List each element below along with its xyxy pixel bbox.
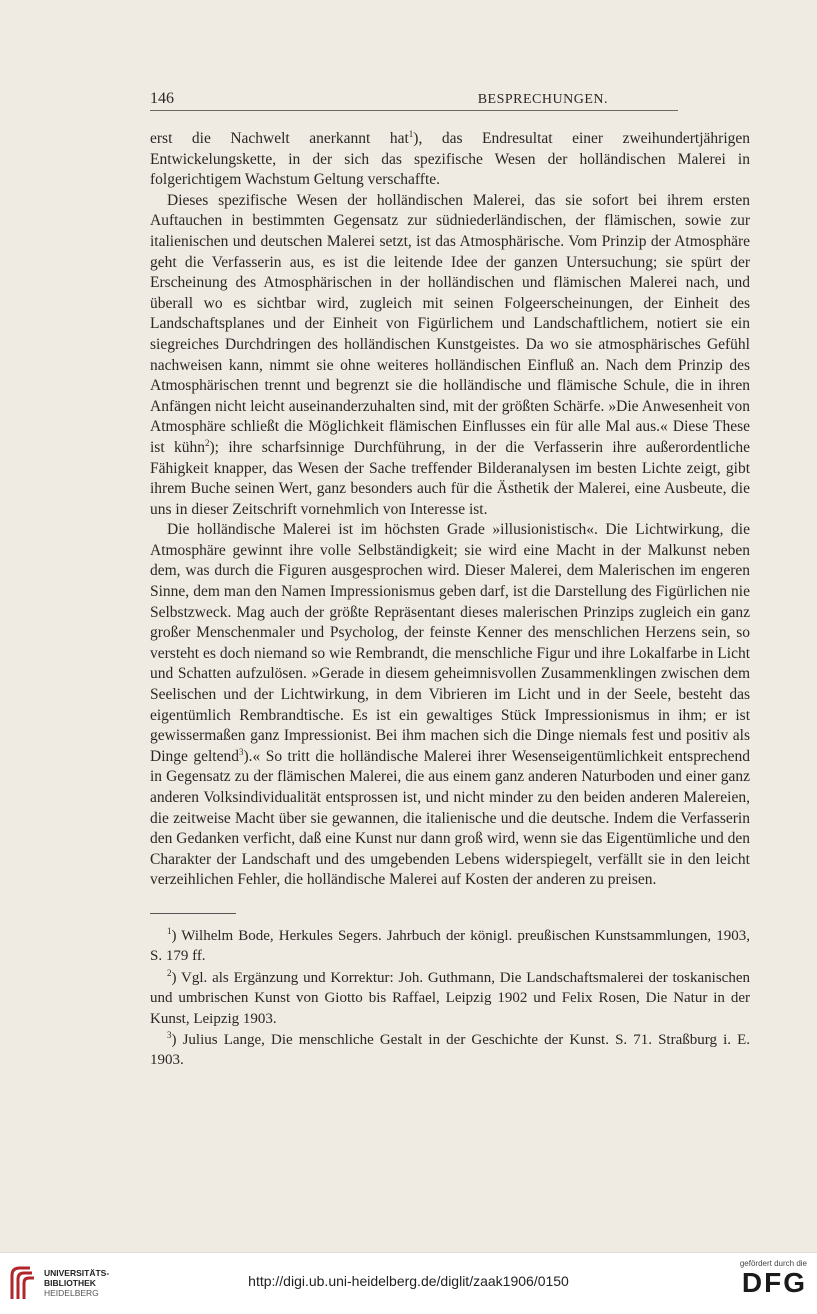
page-number: 146	[150, 90, 174, 107]
footnote-ref-1: 1	[408, 128, 414, 139]
footnote-divider	[150, 913, 236, 914]
page-content	[150, 90, 750, 1072]
body-text	[150, 129, 750, 891]
footnotes	[150, 926, 750, 1071]
permalink-url[interactable]: http://digi.ub.uni-heidelberg.de/diglit/zaak1906/0150	[248, 1273, 569, 1289]
footnote-3: $^3$) Julius Lange, Die menschliche Gestalt in der Geschichte der Kunst. S. 71. Straßburg i. E. 1903.	[150, 1030, 750, 1069]
page-header	[150, 90, 678, 111]
logo-line-3: HEIDELBERG	[44, 1288, 99, 1298]
dfg-logo[interactable]	[740, 1259, 807, 1298]
paragraph-2: Dieses spezifische Wesen der holländischen Malerei, das sie sofort bei ihrem ersten Auftauchen in bestimmten Gegensatz zur südniederländischen, der flämischen, sowie zur italienischen und deutschen Malerei setzt, ist das Atmosphärische. Vom Prinzip der Atmosphäre geht die Verfasserin aus, es ist die leitende Idee der ganzen Untersuchung; sie spürt der Erscheinung des Atmosphärischen in der holländischen und flämischen Malerei nach, und überall wo es sichtbar wird, zugleich mit seinen Folgeerscheinungen, der Einheit des Landschaftsplanes und der Einheit von Figürlichem und Landschaftlichem, notiert sie ein siegreiches Durchdringen des holländischen Kunstgeistes. Da wo sie atmosphärisches Gefühl nachweisen kann, nimmt sie ohne weiteres holländischen Einfluß an. Nach dem Prinzip des Atmosphärischen trennt und begrenzt sie die holländische und flämische Schule, die in ihren Anfängen nicht leicht auseinanderzuhalten sind, mit der größten Schärfe. »Die Anwesenheit von Atmosphäre schließt die Möglichkeit flämischen Einflusses ein für alle Mal aus.« Diese These ist kühn$^2$); ihre scharfsinnige Durchführung, in der die Verfasserin ihre außerordentliche Fähigkeit knapper, das Wesen der Sache treffender Bilderanalysen im besten Lichte zeigt, gibt ihrem Buche seinen Wert, ganz besonders auch für die Ästhetik der Malerei, eine Ausbeute, die uns in dieser Zeitschrift vornehmlich von Interesse ist.	[150, 191, 750, 518]
dfg-funded-by: gefördert durch die	[739, 1259, 807, 1268]
footnote-2: $^2$) Vgl. als Ergänzung und Korrektur: Joh. Guthmann, Die Landschaftsmalerei der toskanischen und umbrischen Kunst von Giotto bis Raffael, Leipzig 1902 und Felix Rosen, Die Natur in der Kunst, Leipzig 1903.	[150, 967, 750, 1027]
footnote-1: $^1$) Wilhelm Bode, Herkules Segers. Jahrbuch der königl. preußischen Kunstsammlungen, 1903, S. 179 ff.	[150, 925, 750, 965]
dfg-wordmark: DFG	[741, 1267, 807, 1298]
paragraph-3: Die holländische Malerei ist im höchsten Grade »illusionistisch«. Die Lichtwirkung, die Atmosphäre gewinnt ihre volle Selbständigkeit; sie wird eine Macht in der Malkunst neben dem, was durch die Figuren ausgesprochen wird. Dieser Malerei, dem Malerischen im engeren Sinne, dem man den Namen Impressionismus geben darf, ist die Darstellung des Figürlichen nie Selbstzweck. Mag auch der größte Repräsentant dieses malerischen Prinzips zugleich ein ganz großer Menschenmaler und Psycholog, der feinste Kenner des menschlichen Herzens sein, so versteht es doch niemand so wie Rembrandt, die menschliche Figur und ihre Lokalfarbe in Licht und Schatten aufzulösen. »Gerade in diesem geheimnisvollen Zusammenklingen zwischen dem Seelischen und der Lichtwirkung, in dem Vibrieren im Licht und in der Seele, besteht das eigentümlich Rembrandtische. Es ist ein gewaltiges Stück Impressionismus in ihm; er ist gewissermaßen ganz Impressionist. Bei ihm machen sich die Dinge niemals fest und positiv als Dinge geltend$^3$).« So tritt die holländische Malerei ihrer Wesenseigentümlichkeit entsprechend in Gegensatz zu der flämischen Malerei, die aus einem ganz anderen Naturboden und einer ganz anderen Volksindividualität entsprossen ist, und nicht minder zu den beiden anderen Malereien, die zeitweise Macht über sie gewannen, die italienische und die deutsche. Indem die Verfasserin den Gedanken verficht, daß eine Kunst nur dann groß wird, wenn sie das Eigentümliche und den Charakter der Landschaft und des umgebenden Lebens widerspiegelt, verfällt sie in den leicht verzeihlichen Fehler, die holländische Malerei auf Kosten der anderen zu preisen.	[150, 521, 750, 889]
footnote-ref-2: 2	[205, 437, 210, 448]
running-head: BESPRECHUNGEN.	[477, 92, 608, 107]
paragraph-1: erst die Nachwelt anerkannt hat$^1$), das Endresultat einer zweihundertjährigen Entwickelungskette, in der sich das spezifische Wesen der holländischen Malerei in folgerichtigem Wachstum Geltung verschaffte.	[150, 128, 750, 189]
logo-line-2: BIBLIOTHEK	[44, 1278, 96, 1288]
footnote-ref-3: 3	[238, 746, 244, 757]
logo-line-1: UNIVERSITÄTS-	[44, 1268, 110, 1278]
viewer-footer	[0, 1252, 817, 1314]
